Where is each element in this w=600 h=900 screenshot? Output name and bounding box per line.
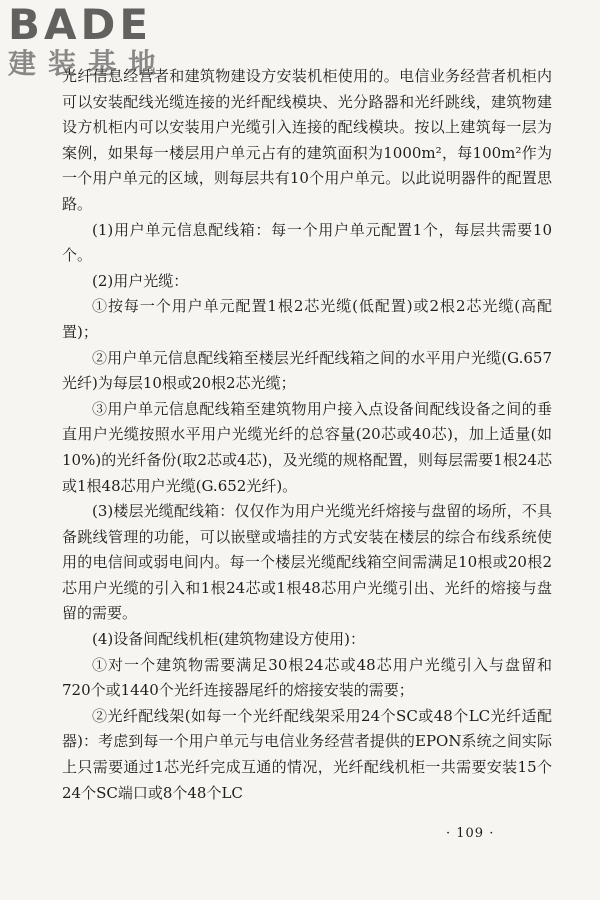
paragraph: ①按每一个用户单元配置1根2芯光缆(低配置)或2根2芯光缆(高配置)；: [62, 297, 552, 341]
paragraph: (1)用户单元信息配线箱：每一个用户单元配置1个，每层共需要10个。: [62, 220, 552, 265]
page-number: · 109 ·: [446, 826, 495, 841]
paragraph: ①对一个建筑物需要满足30根24芯或48芯用户光缆引入与盘留和720个或1440个光纤连接器尾纤的熔接安装的需要；: [62, 655, 552, 700]
paragraph: (2)用户光缆：: [92, 271, 189, 290]
paragraph: ②光纤配线架(如每一个光纤配线架采用24个SC或48个LC光纤适配器)：考虑到每一个用户单元与电信业务经营者提供的EPON系统之间实际上只需要通过1芯光纤完成互通的情况，光纤配线机柜一共需要安装15个24个SC端口或8个48个LC: [62, 706, 552, 802]
watermark-subtitle: 建装基地: [8, 47, 169, 80]
paragraph: (3)楼层光缆配线箱：仅仅作为用户光缆光纤熔接与盘留的场所，不具备跳线管理的功能，可以嵌壁或墙挂的方式安装在楼层的综合布线系统使用的电信间或弱电间内。每一个楼层光缆配线箱空间需满足10根或20根2芯用户光缆的引入和1根24芯或1根48芯用户光缆引出、光纤的熔接与盘留的需要。: [62, 502, 552, 623]
paragraph: (4)设备间配线机柜(建筑物建设方使用)：: [92, 630, 365, 649]
watermark-brand: BADE: [8, 0, 153, 49]
paragraph: 光纤信息经营者和建筑物建设方安装机柜使用的。电信业务经营者机柜内可以安装配线光缆连接的光纤配线模块、光分路器和光纤跳线，建筑物建设方机柜内可以安装用户光缆引入连接的配线模块。按以上建筑每一层为案例，如果每一楼层用户单元占有的建筑面积为1000m²，每100m²作为一个用户单元的区域，则每层共有10个用户单元。以此说明器件的配置思路。: [62, 67, 552, 213]
paragraph: ③用户单元信息配线箱至建筑物用户接入点设备间配线设备之间的垂直用户光缆按照水平用户光缆光纤的总容量(20芯或40芯)，加上适量(如10%)的光纤备份(取2芯或4芯)，及光缆的规格配置，则每层需要1根24芯或1根48芯用户光缆(G.652光纤)。: [62, 399, 552, 495]
page-body: [62, 64, 552, 806]
paragraph: ②用户单元信息配线箱至楼层光纤配线箱之间的水平用户光缆(G.657光纤)为每层10根或20根2芯光缆；: [62, 348, 552, 393]
